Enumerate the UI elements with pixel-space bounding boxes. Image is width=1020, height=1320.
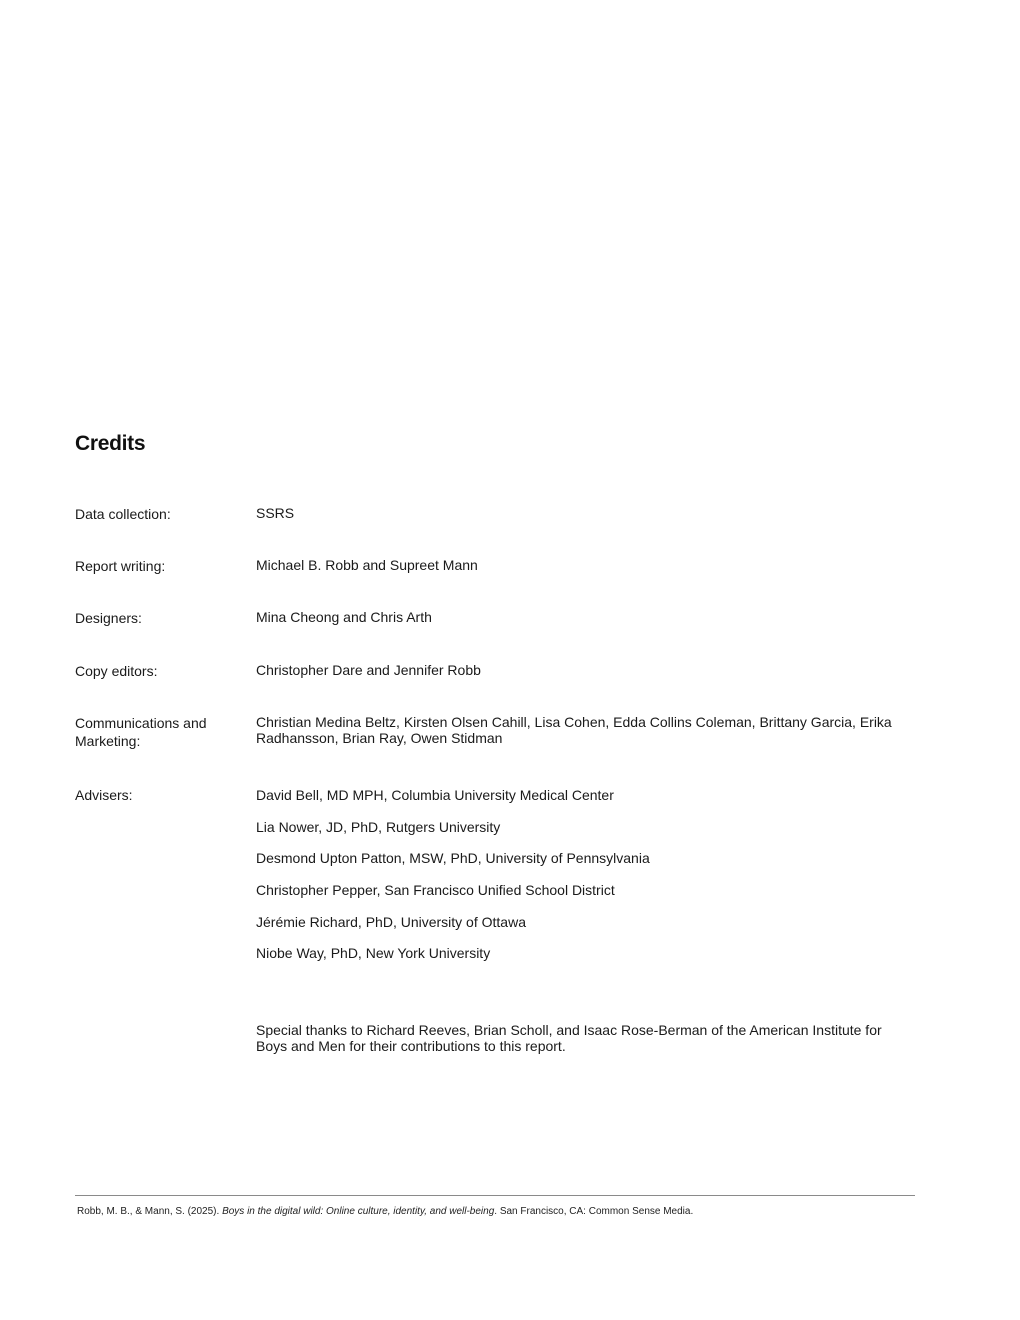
citation-authors: Robb, M. B., & Mann, S. (2025).: [77, 1206, 223, 1217]
special-thanks: Special thanks to Richard Reeves, Brian Scholl, and Isaac Rose-Berman of the American Institute for Boys and Men for their contributions to this report.: [256, 1022, 882, 1054]
adviser-item: Niobe Way, PhD, New York University: [256, 945, 491, 962]
credit-value: Christian Medina Beltz, Kirsten Olsen Cahill, Lisa Cohen, Edda Collins Coleman, Brittany Garcia, Erika Radhansson, Brian Ray, Owen Stidman: [256, 714, 892, 746]
credit-label: Data collection:: [75, 506, 171, 522]
citation-publisher: . San Francisco, CA: Common Sense Media.: [494, 1206, 694, 1217]
credit-value: SSRS: [256, 505, 295, 521]
credit-label: Communications and Marketing:: [75, 715, 207, 749]
credit-label: Designers:: [75, 610, 142, 626]
credit-label: Copy editors:: [75, 663, 158, 679]
adviser-item: Desmond Upton Patton, MSW, PhD, University of Pennsylvania: [256, 850, 650, 867]
page-title: Credits: [75, 432, 146, 455]
citation-title: Boys in the digital wild: Online culture, identity, and well-being: [222, 1206, 495, 1217]
adviser-item: Lia Nower, JD, PhD, Rutgers University: [256, 818, 501, 835]
credit-value: Christopher Dare and Jennifer Robb: [256, 662, 481, 678]
adviser-item: Christopher Pepper, San Francisco Unified School District: [256, 882, 615, 899]
credit-value: Mina Cheong and Chris Arth: [256, 609, 432, 625]
credit-value: Michael B. Robb and Supreet Mann: [256, 557, 478, 573]
advisers-list: [256, 786, 911, 976]
footer-divider: [75, 1195, 915, 1196]
citation: [77, 1206, 917, 1218]
adviser-item: David Bell, MD MPH, Columbia University Medical Center: [256, 787, 614, 803]
credit-label: Advisers:: [75, 787, 133, 803]
adviser-item: Jérémie Richard, PhD, University of Ottawa: [256, 913, 526, 930]
credit-label: Report writing:: [75, 558, 166, 574]
